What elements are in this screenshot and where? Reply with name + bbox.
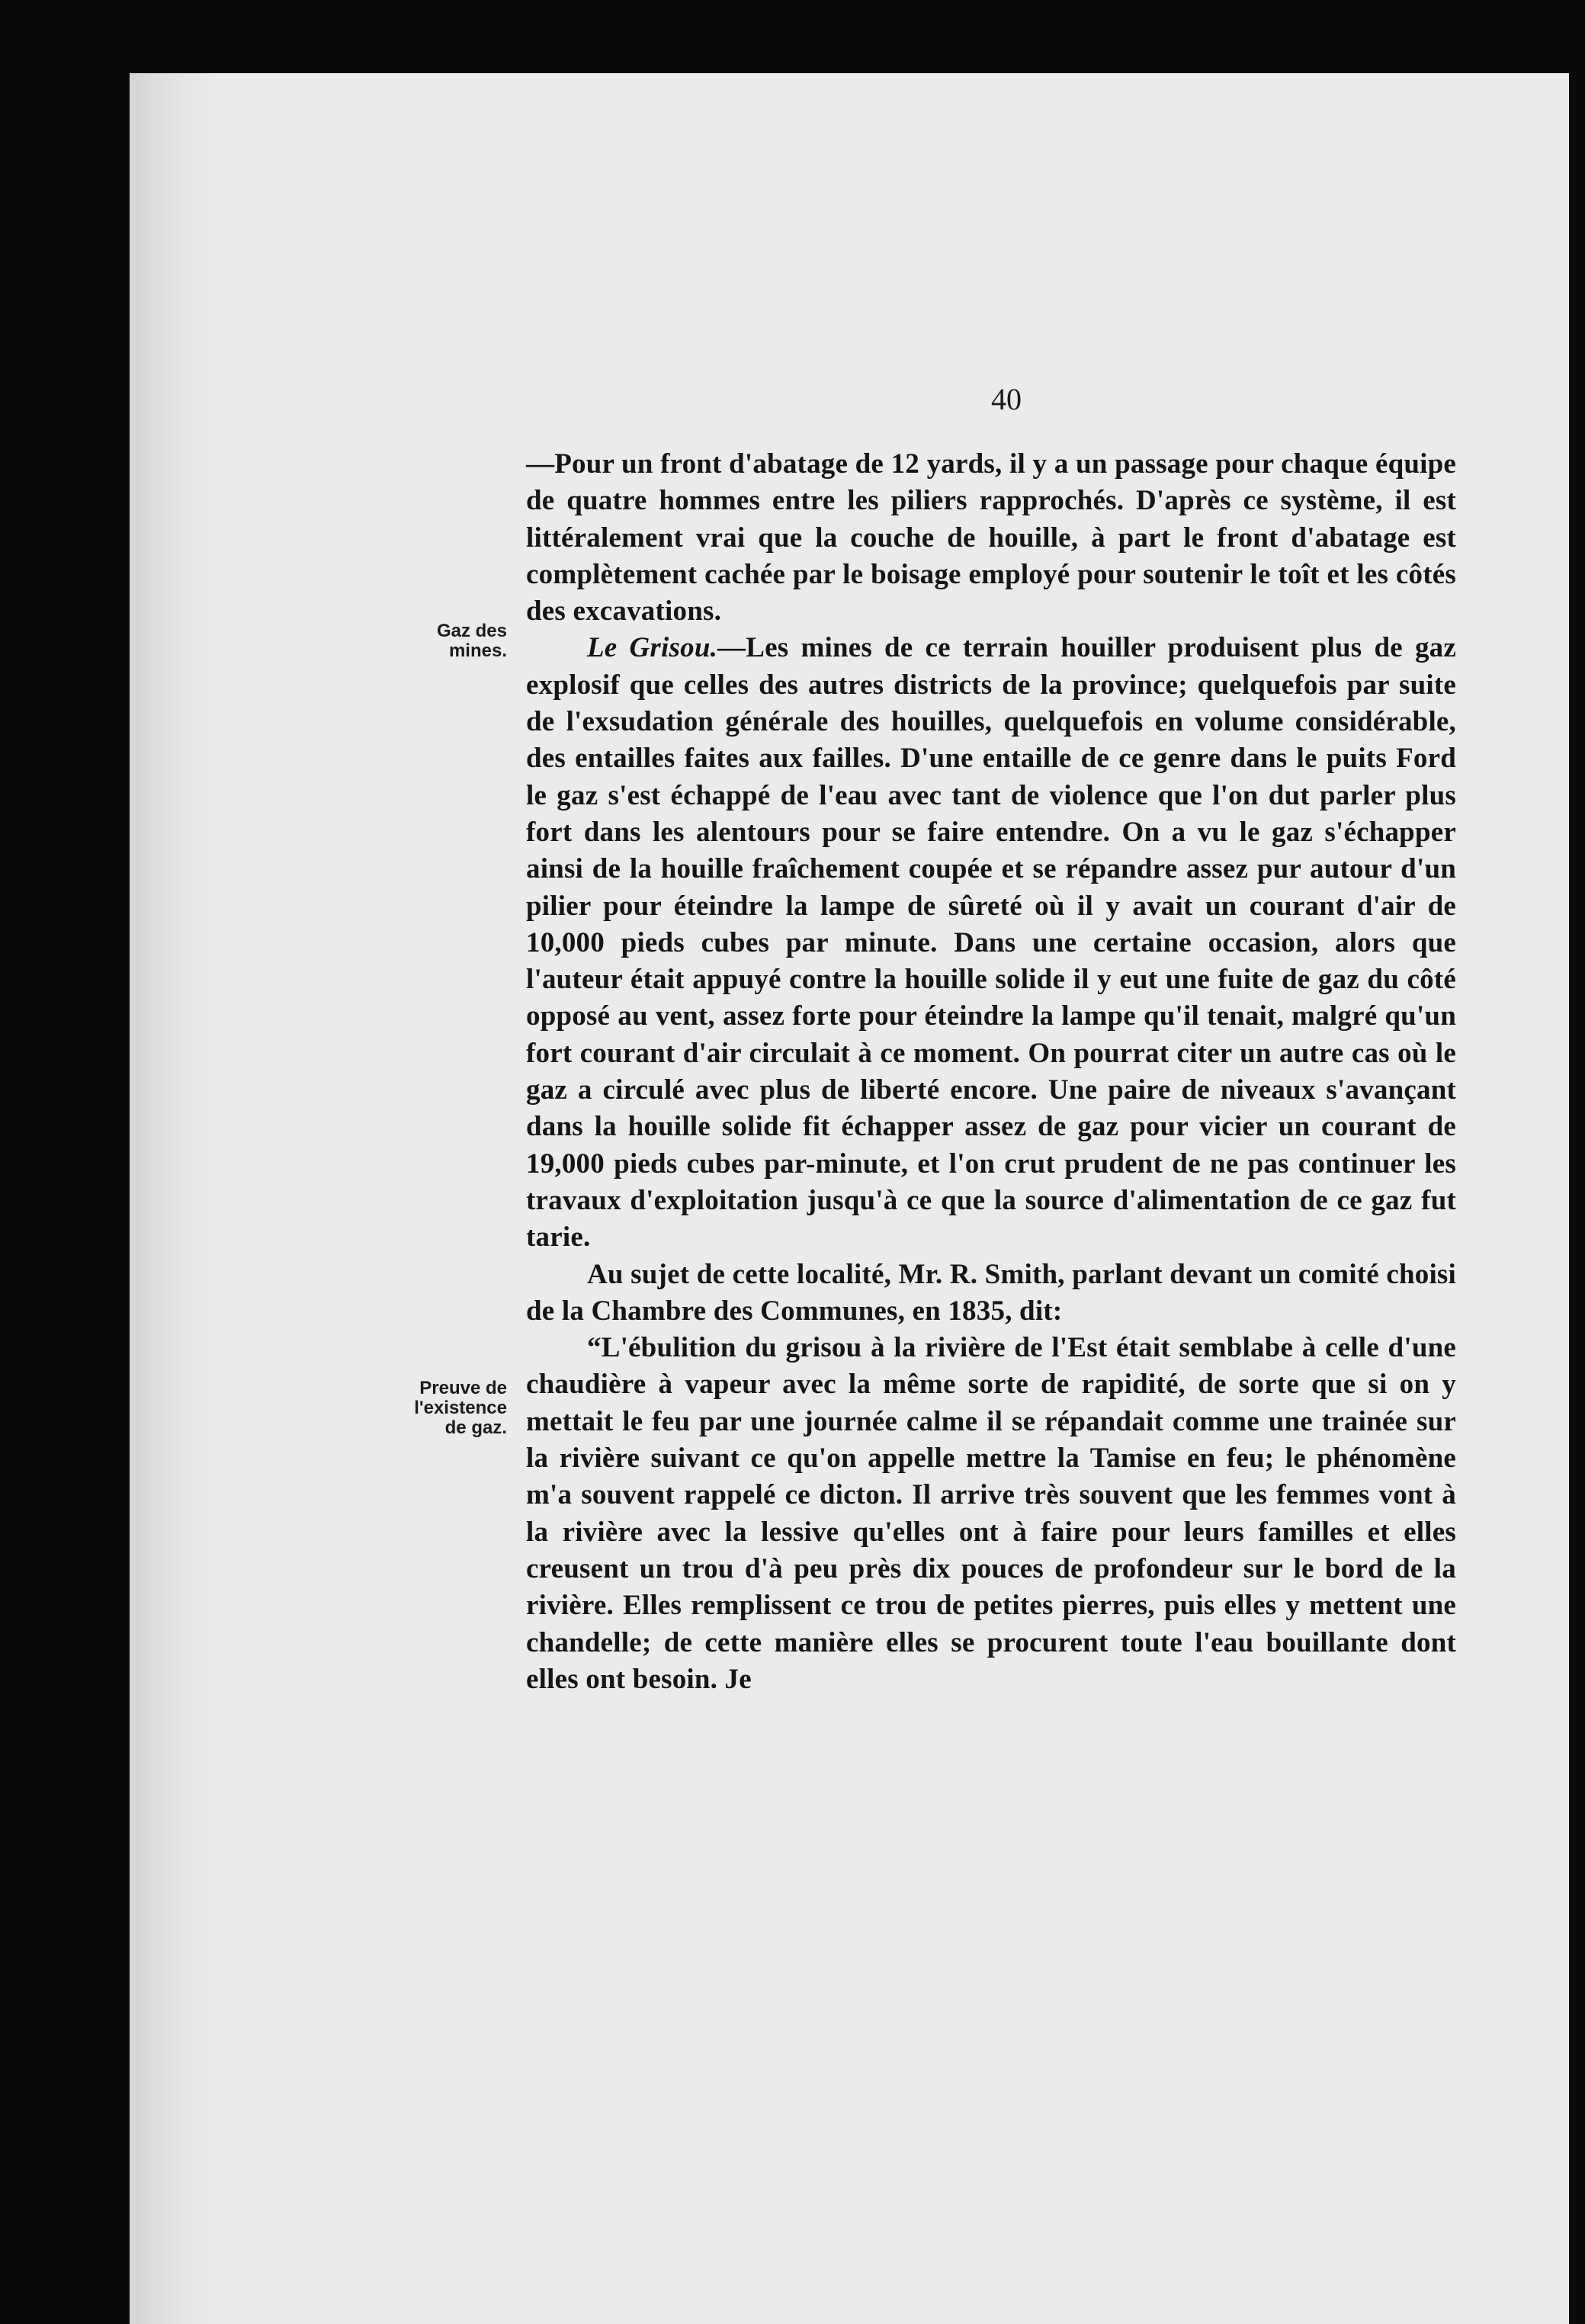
margin-note-line: Gaz des xyxy=(436,621,507,641)
paragraph: “L'ébulition du grisou à la rivière de l'Est était semblabe à celle d'une chaudière à vapeur avec la même sorte de rapidité, de sorte que si on y mettait le feu par une journée calme il se répandait comme une trainée sur la rivière suivant ce qu'on appelle mettre la Tamise en feu; le phénomène m'a souvent rappelé ce dicton. Il arrive très souvent que les femmes vont à la rivière avec la lessive qu'elles ont à faire pour leurs familles et elles creusent un trou d'à peu près dix pouces de profondeur sur le bord de la rivière. Elles remplissent ce trou de petites pierres, puis elles y mettent une chandelle; de cette manière elles se procurent toute l'eau bouillante dont elles ont besoin. Je xyxy=(526,1332,1456,1695)
section-heading-italic: Le Grisou. xyxy=(587,632,718,664)
margin-note-line: de gaz. xyxy=(444,1417,507,1438)
margin-note-gas xyxy=(377,621,507,661)
body-text xyxy=(526,446,1456,1698)
paragraph: Au sujet de cette localité, Mr. R. Smith, parlant devant un comité choisi de la Chambre des Communes, en 1835, dit: xyxy=(526,1258,1456,1327)
margin-note-proof xyxy=(377,1379,507,1438)
page-number: 40 xyxy=(991,382,1022,416)
paragraph xyxy=(526,630,1456,1256)
page-binding-edge xyxy=(130,73,221,2324)
paragraph: —Pour un front d'abatage de 12 yards, il y a un passage pour chaque équipe de quatre hommes entre les piliers rapprochés. D'après ce système, il est littéralement vrai que la couche de houille, à part le front d'abatage est complètement cachée par le boisage employé pour soutenir le toît et les côtés des excavations. xyxy=(526,448,1456,628)
paragraph-text: —Les mines de ce terrain houiller produisent plus de gaz explosif que celles des autres districts de la province; quelquefois par suite de l'exsudation générale des houilles, quelquefois en volume considérable, des entailles faites aux failles. D'une entaille de ce genre dans le puits Ford le gaz s'est échappé de l'eau avec tant de violence que l'on dut parler plus fort dans les alentours pour se faire entendre. On a vu le gaz s'échapper ainsi de la houille fraîchement coupée et se répandre assez pur autour d'un pilier pour éteindre la lampe de sûreté où il y avait un courant d'air de 10,000 pieds cubes par minute. Dans une certaine occasion, alors que l'auteur était appuyé contre la houille solide il y eut une fuite de gaz du côté opposé au vent, assez forte pour éteindre la lampe qu'il tenait, malgré qu'un fort courant d'air circulait à ce moment. On pourrat citer un autre cas où le gaz a circulé avec plus de liberté encore. Une paire de niveaux s'avançant dans la houille solide fit échapper assez de gaz pour vicier un courant de 19,000 pieds cubes par-minute, et l'on crut prudent de ne pas continuer les travaux d'exploitation jusqu'à ce que la source d'alimentation de ce gaz fut tarie. xyxy=(526,632,1456,1253)
margin-note-line: l'existence xyxy=(414,1398,507,1418)
margin-note-line: Preuve de xyxy=(419,1378,507,1398)
margin-note-line: mines. xyxy=(448,640,507,661)
